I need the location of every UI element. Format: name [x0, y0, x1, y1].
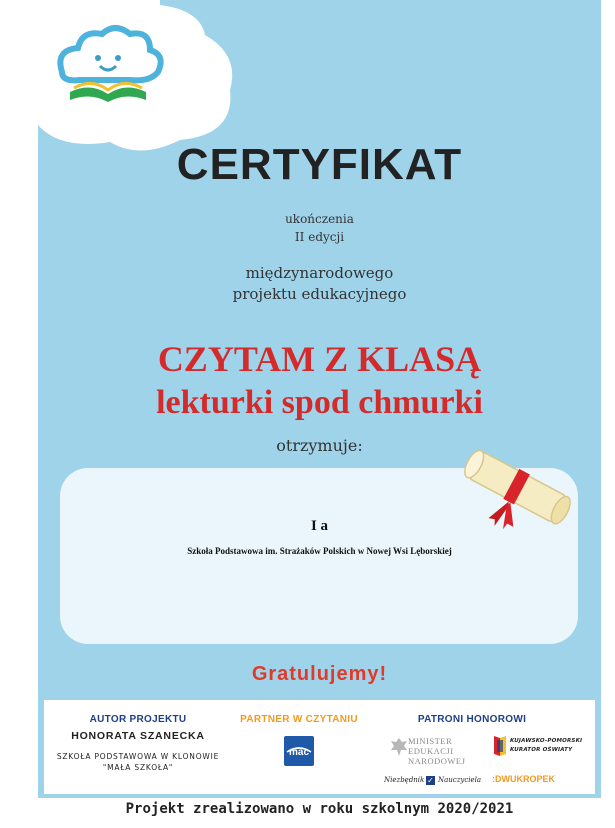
recipient-class: I a — [310, 518, 329, 534]
kurator-line-2: KURATOR OŚWIATY — [510, 747, 573, 753]
project-year-text: Projekt zrealizowano w roku szkolnym 2020/2021 — [125, 801, 514, 817]
edition-text: II edycji — [294, 230, 345, 244]
kurator-line-1: KUJAWSKO-POMORSKI — [510, 738, 583, 744]
receives-label: otrzymuje: — [276, 436, 363, 455]
author-name: HONORATA SZANECKA — [71, 730, 205, 742]
mac-logo — [284, 736, 314, 766]
ministry-line-1: MINISTER — [408, 736, 453, 746]
wukropek-logo — [492, 774, 592, 784]
eagle-emblem-icon — [390, 736, 408, 758]
patrons-heading: PATRONI HONOROWI — [417, 714, 527, 725]
wukropek-logo-text: :DWUKROPEK — [492, 774, 555, 784]
ministry-line-2: EDUKACJI — [408, 746, 454, 756]
project-name-line1: CZYTAM Z KLASĄ — [157, 339, 482, 379]
footer-sponsors — [44, 700, 595, 794]
completion-text: ukończenia — [285, 212, 354, 226]
mac-logo-text: mac — [288, 747, 309, 758]
author-school-1: SZKOŁA PODSTAWOWA W KLONOWIE — [56, 752, 220, 761]
magazine-name-1: Niezbędnik — [384, 776, 425, 784]
recipient-school: Szkoła Podstawowa im. Strażaków Polskich w Nowej Wsi Lęborskiej — [187, 546, 452, 556]
partner-heading: PARTNER W CZYTANIU — [240, 714, 358, 725]
international-text: międzynarodowego — [245, 264, 394, 282]
ministry-line-3: NARODOWEJ — [408, 756, 466, 766]
checkbox-icon: ✓ — [427, 776, 434, 785]
certificate-title: CERTYFIKAT — [176, 140, 463, 189]
project-type-text: projektu edukacyjnego — [232, 285, 407, 303]
cloud-logo — [0, 0, 615, 160]
magazine-name-2: Nauczyciela — [438, 776, 482, 784]
author-school-2: "MAŁA SZKOŁA" — [102, 763, 174, 772]
author-heading: AUTOR PROJEKTU — [89, 714, 187, 725]
kurator-flag-icon — [492, 734, 508, 758]
project-name-line2: lekturki spod chmurki — [156, 384, 483, 421]
congratulations-text: Gratulujemy! — [251, 663, 388, 685]
